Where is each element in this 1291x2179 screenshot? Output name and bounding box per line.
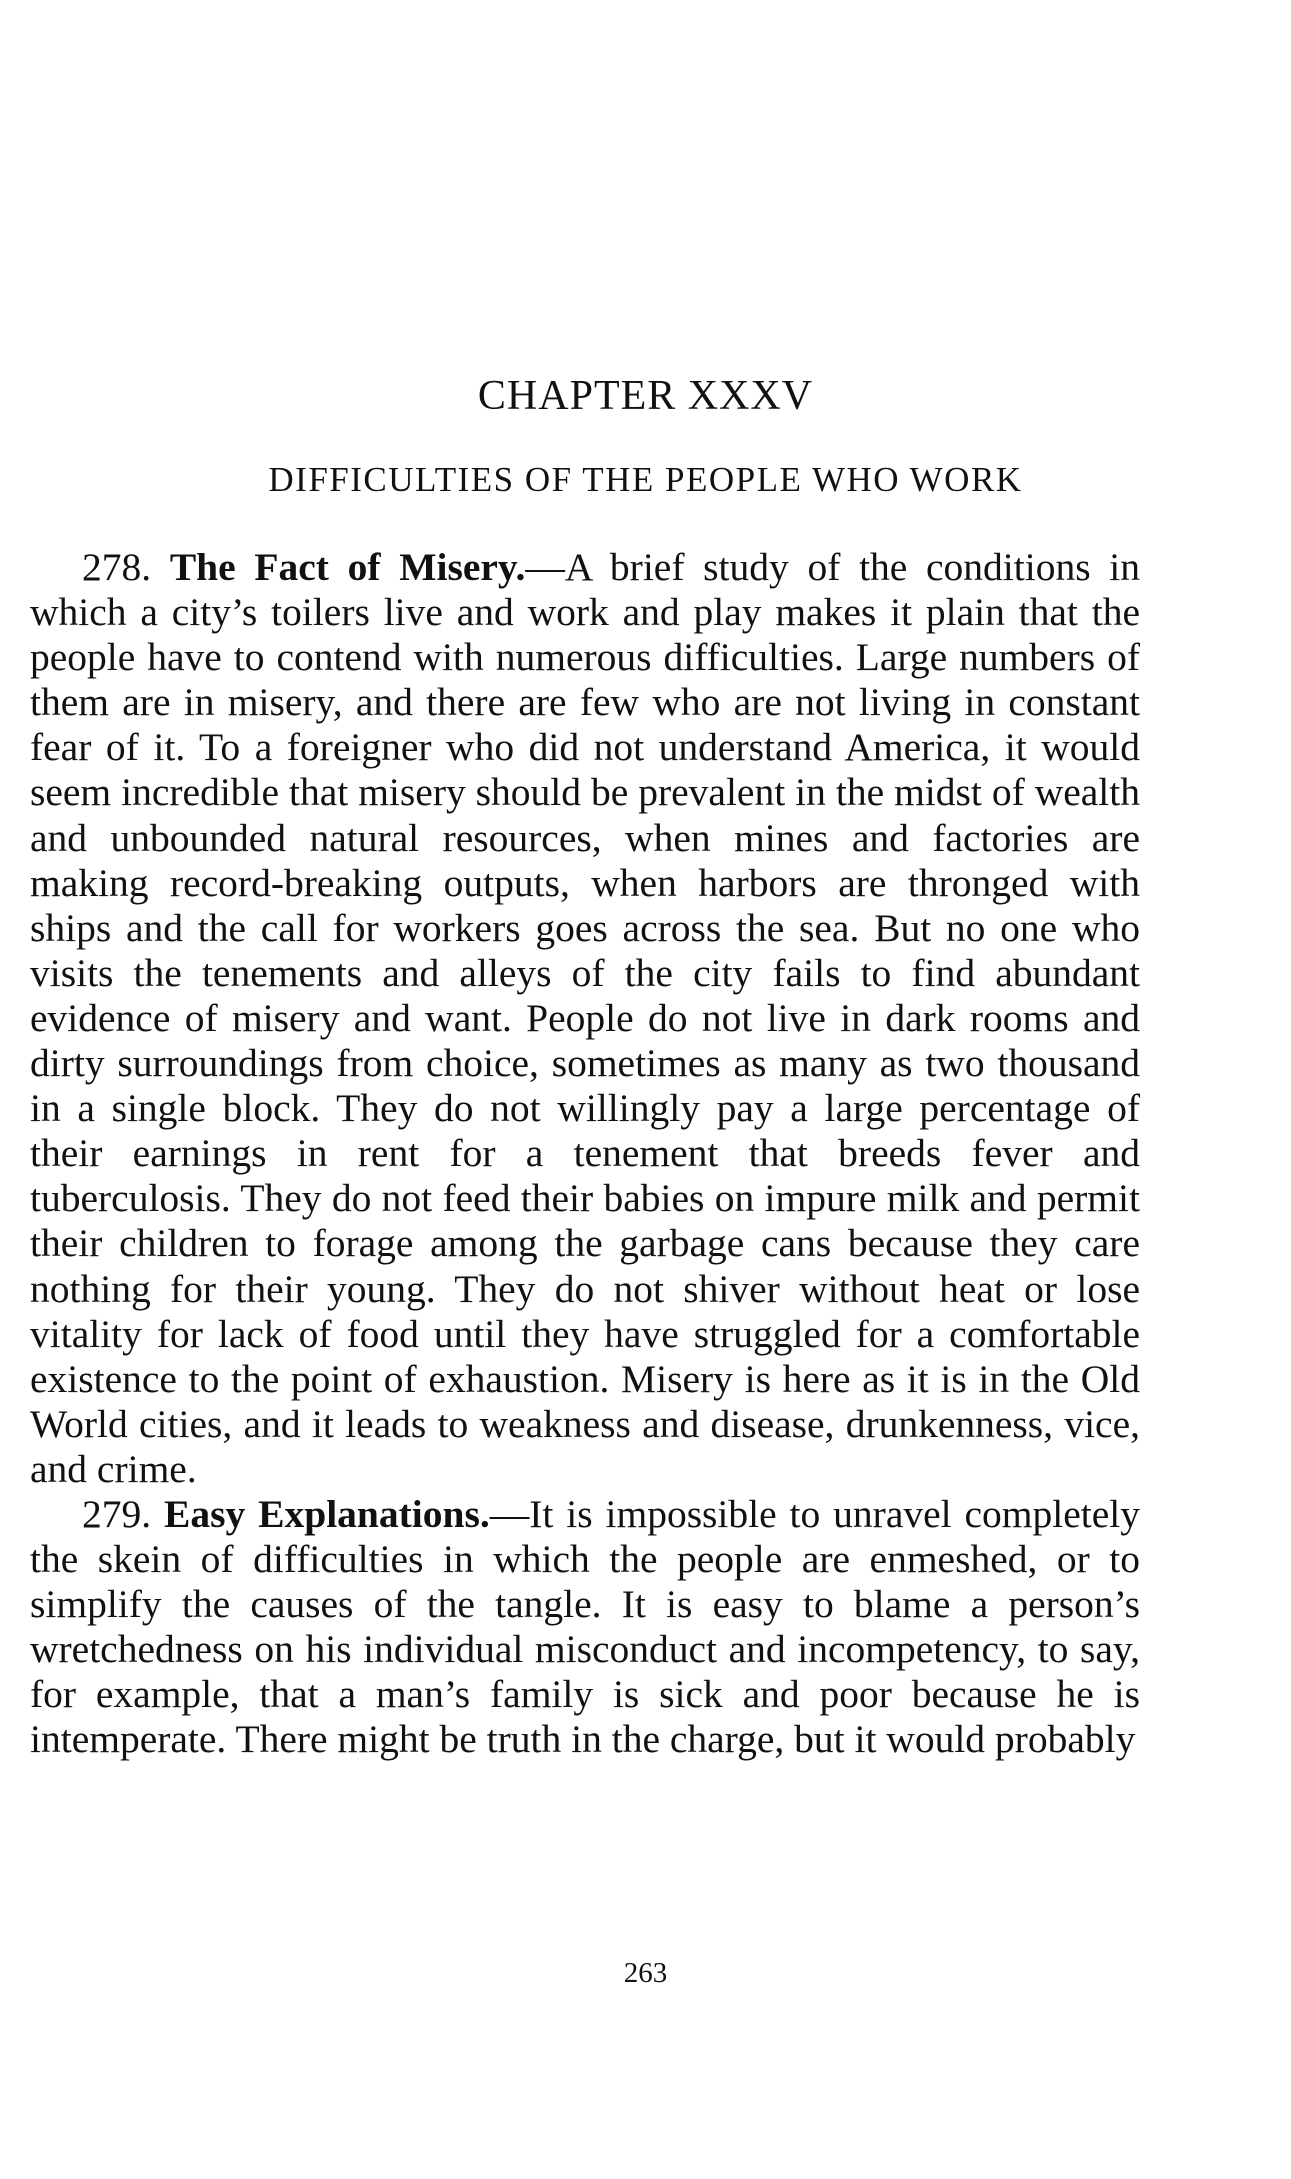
section-number: 278.: [82, 545, 152, 589]
page-number: 263: [623, 1957, 668, 1989]
section-text: —A brief study of the conditions in which a city’s toilers live and work and play makes it plain that the people have to contend with numerous difficulties. Large numbers of them are in misery, and there are few who are not living in constant fear of it. To a foreigner who did not understand America, it would seem incredible that misery should be prevalent in the midst of wealth and unbounded natural resources, when mines and factories are making record-breaking outputs, when harbors are thronged with ships and the call for workers goes across the sea. But no one who visits the tenements and alleys of the city fails to find abundant evidence of misery and want. People do not live in dark rooms and dirty surroundings from choice, sometimes as many as two thousand in a single block. They do not willingly pay a large percentage of their earnings in rent for a tenement that breeds fever and tuberculosis. They do not feed their babies on impure milk and permit their children to forage among the garbage cans because they care nothing for their young. They do not shiver without heat or lose vitality for lack of food until they have struggled for a comfortable existence to the point of exhaustion. Misery is here as it is in the Old World cities, and it leads to weakness and disease, drunkenness, vice, and crime.: [30, 545, 1141, 1491]
chapter-subtitle: DIFFICULTIES OF THE PEOPLE WHO WORK: [268, 460, 1023, 499]
section-number: 279.: [82, 1491, 152, 1536]
paragraph-279: [30, 1492, 1140, 1763]
section-heading: Easy Explanations.: [164, 1491, 490, 1536]
body-text: [30, 545, 1140, 1763]
chapter-title: CHAPTER XXXV: [477, 373, 814, 419]
paragraph-278: [30, 545, 1140, 1492]
section-heading: The Fact of Misery.: [169, 545, 526, 589]
section-text: —It is impossible to unravel completely the skein of difficulties in which the people are enmeshed, or to simplify the causes of the tangle. It is easy to blame a person’s wretchedness on his individual misconduct and incompetency, to say, for example, that a man’s family is sick and poor because he is intemperate. There might be truth in the charge, but it would probably: [30, 1491, 1140, 1762]
